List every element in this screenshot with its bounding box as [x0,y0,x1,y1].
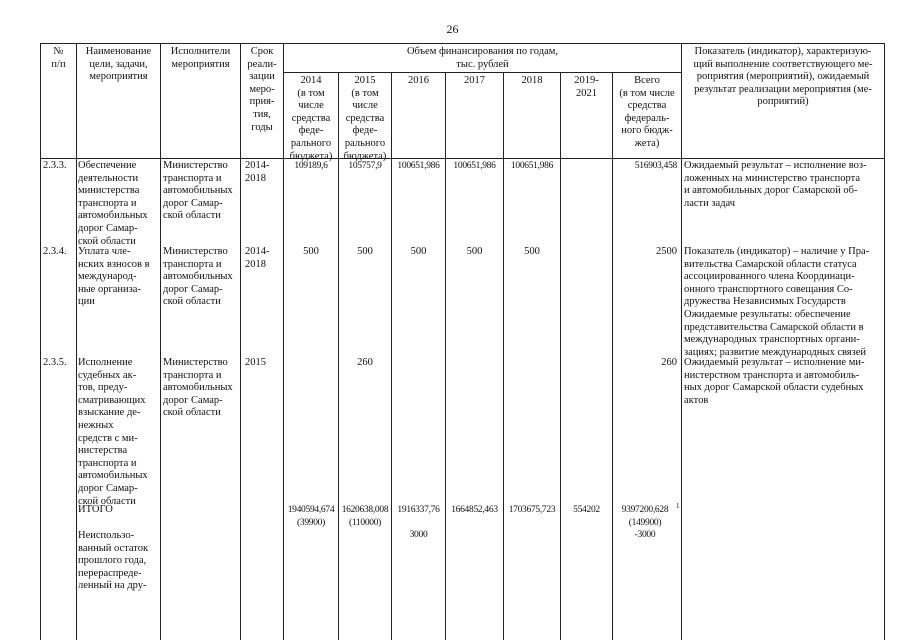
row-2014: 500 [303,246,319,257]
header-2016: 2016 [408,75,429,86]
header-term: Срок реали- зации меро- прия- тия, годы [247,46,277,133]
total-all: 9397200,628 (149900) -3000 [621,505,669,541]
remainder-label: Неиспользо- ванный остаток прошлого года, перераспреде- ленный на дру- [78,530,149,592]
row-term: 2014- 2018 [245,246,270,270]
total-label: ИТОГО [78,504,113,515]
total-2017: 1664852,463 [451,505,498,515]
row-executors: Министерство транспорта и автомобильных дорог Самар- ской области [163,357,233,419]
row-2016: 500 [410,246,427,257]
row-2016: 100651,986 [397,161,440,171]
row-2015: 105757,9 [348,161,382,171]
row-2017: 100651,986 [453,161,496,171]
row-total: 2500 [656,246,677,257]
row-num: 2.3.3. [43,160,67,171]
row-indicator: Показатель (индикатор) – наличие у Пра- вительства Самарской области статуса ассоциированного члена Координаци- онного транспортного совещания Со- дружества Независимых Государств Ожидаемые результаты: обеспечение представительства Самарской области в международных транспортных органи- зациях; развитие международных связей [684,246,870,358]
header-num: № п/п [51,46,66,70]
row-2017: 500 [466,246,483,257]
header-name: Наименование цели, задачи, мероприятия [85,46,152,83]
total-2014: 1940594,674 (39900) [287,505,335,528]
page-number: 26 [446,22,459,36]
total-2018: 1703675,723 [508,505,556,515]
row-name: Исполнение судебных ак- тов, преду- сматривающих взыскание де- нежных средств с ми- нистерства транспорта и автомобильных дорог Самар- ской области [78,357,148,507]
header-2017: 2017 [464,75,485,86]
header-2018: 2018 [521,75,543,86]
row-num: 2.3.4. [43,246,67,257]
row-indicator: Ожидаемый результат – исполнение ми- нистерством транспорта и автомобиль- ных дорог Самарской области судебных актов [684,357,865,406]
row-term: 2014- 2018 [245,160,270,184]
header-total: Всего (в том числе средства федераль- ного бюдж- жета) [619,75,675,149]
row-indicator: Ожидаемый результат – исполнение воз- ложенных на министерство транспорта и автомобильных дорог Самарской об- ласти задач [684,160,867,209]
total-2016: 1916337,76 3000 [397,505,440,541]
total-2019-2021: 554202 [573,505,600,515]
row-2015: 500 [357,246,373,257]
row-term: 2015 [245,357,266,368]
header-2019-2021: 2019- 2021 [574,75,599,99]
row-name: Уплата чле- нских взносов в международ- ные организа- ции [78,246,150,308]
header-2015: 2015 (в том числе средства феде- рального бюджета) [343,75,387,162]
row-total: 516903,458 [634,161,677,171]
row-2018: 500 [524,246,540,257]
row-name: Обеспечение деятельности министерства транспорта и автомобильных дорог Самар- ской области [78,160,148,247]
row-num: 2.3.5. [43,357,67,368]
header-2014: 2014 (в том числе средства феде- рального бюджета) [289,75,333,162]
total-footnote-mark: 1 [676,502,680,510]
row-2014: 109189,6 [294,161,328,171]
row-2018: 100651,986 [510,161,554,171]
header-indicator: Показатель (индикатор), характеризую- щий выполнение соответствующего ме- роприятия (мероприятий), ожидаемый результат реализации мероприятия (ме- роприятий) [693,46,873,108]
total-2015: 1620638,008 (110000) [341,505,389,528]
row-executors: Министерство транспорта и автомобильных дорог Самар- ской области [163,160,233,222]
header-funding: Объем финансирования по годам, тыс. рублей [406,46,559,70]
row-total: 260 [661,357,677,368]
row-2015: 260 [357,357,373,368]
row-executors: Министерство транспорта и автомобильных дорог Самар- ской области [163,246,233,308]
header-executors: Исполнители мероприятия [170,46,231,70]
